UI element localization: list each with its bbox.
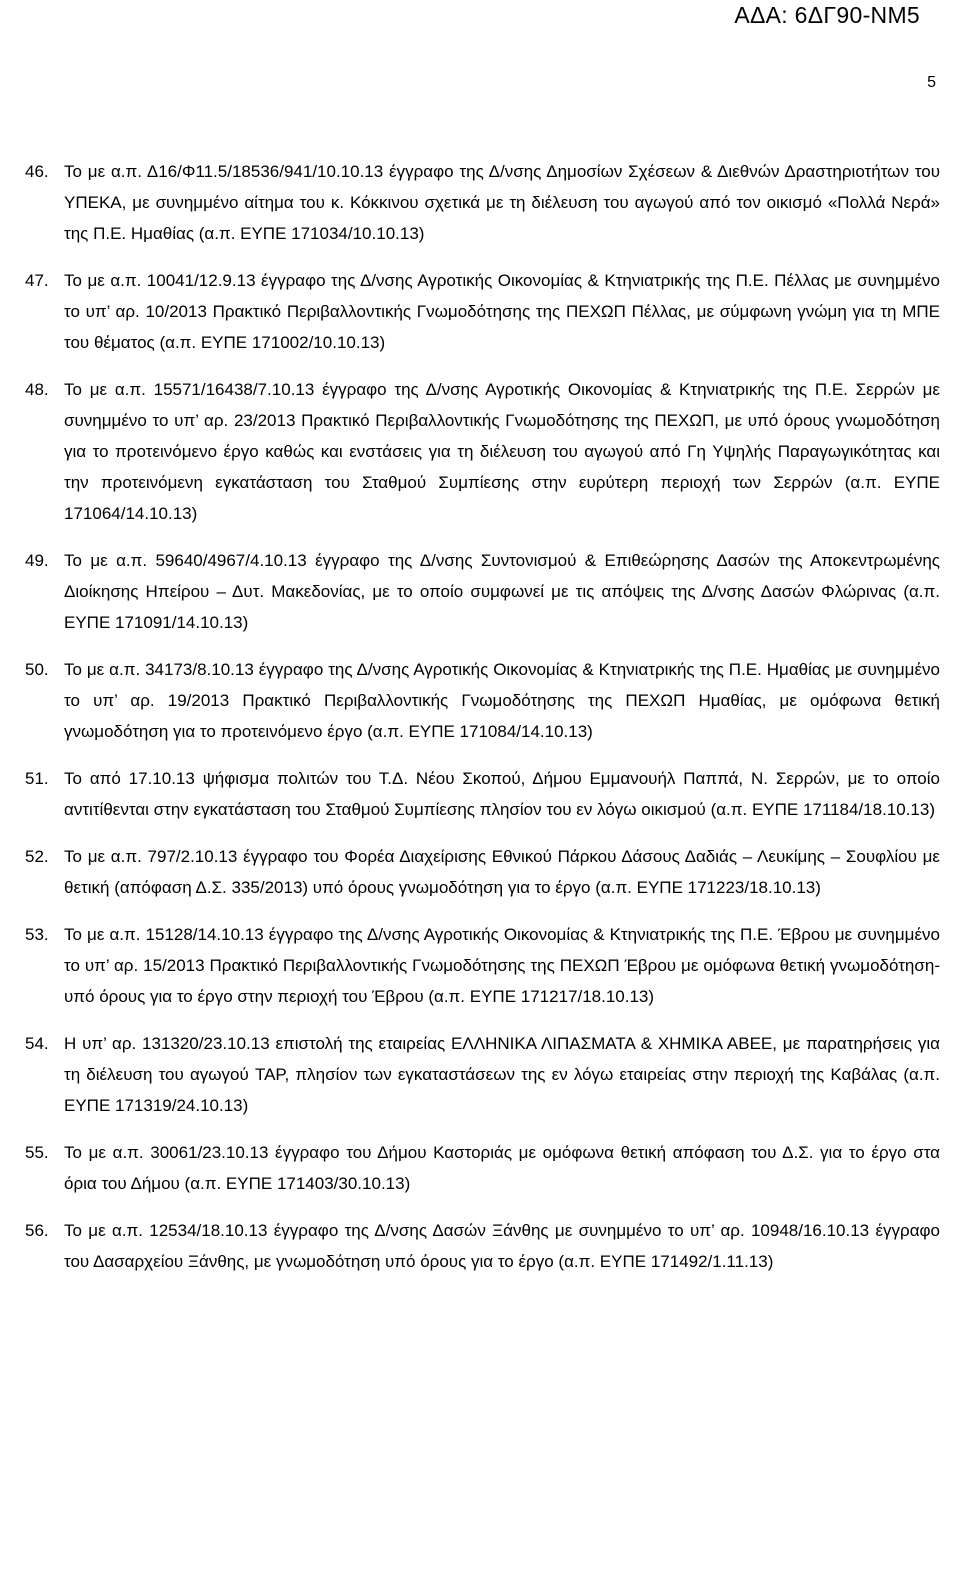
item-number: 52.	[25, 847, 49, 866]
item-number: 49.	[25, 551, 49, 570]
list-item	[0, 545, 960, 638]
list-item	[0, 919, 960, 1012]
list-item	[0, 654, 960, 747]
list-item	[0, 374, 960, 529]
item-text: Το με α.π. 59640/4967/4.10.13 έγγραφο της Δ/νσης Συντονισμού & Επιθεώρησης Δασών της Αποκεντρωμένης Διοίκησης Ηπείρου – Δυτ. Μακεδονίας, με το οποίο συμφωνεί με τις απόψεις της Δ/νσης Δασών Φλώρινας (α.π. ΕΥΠΕ 171091/14.10.13)	[64, 551, 940, 632]
page-number: 5	[927, 74, 936, 91]
item-number: 46.	[25, 162, 49, 181]
list-item	[0, 156, 960, 249]
item-text: Το με α.π. Δ16/Φ11.5/18536/941/10.10.13 έγγραφο της Δ/νσης Δημοσίων Σχέσεων & Διεθνών Δραστηριοτήτων του ΥΠΕΚΑ, με συνημμένο αίτημα του κ. Κόκκινου σχετικά με τη διέλευση του αγωγού από τον οικισμό «Πολλά Νερά» της Π.Ε. Ημαθίας (α.π. ΕΥΠΕ 171034/10.10.13)	[64, 162, 940, 243]
list-item	[0, 265, 960, 358]
item-number: 48.	[25, 380, 49, 399]
item-text: Το με α.π. 34173/8.10.13 έγγραφο της Δ/νσης Αγροτικής Οικονομίας & Κτηνιατρικής της Π.Ε. Ημαθίας με συνημμένο το υπ’ αρ. 19/2013 Πρακτικό Περιβαλλοντικής Γνωμοδότησης της ΠΕΧΩΠ Ημαθίας, με ομόφωνα θετική γνωμοδότηση για το προτεινόμενο έργο (α.π. ΕΥΠΕ 171084/14.10.13)	[64, 660, 940, 741]
item-text: Το με α.π. 12534/18.10.13 έγγραφο της Δ/νσης Δασών Ξάνθης με συνημμένο το υπ’ αρ. 10948/16.10.13 έγγραφο του Δασαρχείου Ξάνθης, με γνωμοδότηση υπό όρους για το έργο (α.π. ΕΥΠΕ 171492/1.11.13)	[64, 1221, 940, 1271]
item-text: Το με α.π. 15128/14.10.13 έγγραφο της Δ/νσης Αγροτικής Οικονομίας & Κτηνιατρικής της Π.Ε. Έβρου με συνημμένο το υπ’ αρ. 15/2013 Πρακτικό Περιβαλλοντικής Γνωμοδότησης της ΠΕΧΩΠ Έβρου με ομόφωνα θετική γνωμοδότηση-υπό όρους για το έργο στην περιοχή του Έβρου (α.π. ΕΥΠΕ 171217/18.10.13)	[64, 925, 940, 1006]
item-text: Το με α.π. 10041/12.9.13 έγγραφο της Δ/νσης Αγροτικής Οικονομίας & Κτηνιατρικής της Π.Ε. Πέλλας με συνημμένο το υπ’ αρ. 10/2013 Πρακτικό Περιβαλλοντικής Γνωμοδότησης της ΠΕΧΩΠ Πέλλας, με σύμφωνη γνώμη για τη ΜΠΕ του θέματος (α.π. ΕΥΠΕ 171002/10.10.13)	[64, 271, 940, 352]
document-list	[0, 156, 960, 1293]
item-number: 53.	[25, 925, 49, 944]
list-item	[0, 1215, 960, 1277]
item-text: Το με α.π. 15571/16438/7.10.13 έγγραφο της Δ/νσης Αγροτικής Οικονομίας & Κτηνιατρικής της Π.Ε. Σερρών με συνημμένο το υπ’ αρ. 23/2013 Πρακτικό Περιβαλλοντικής Γνωμοδότησης της ΠΕΧΩΠ, με υπό όρους γνωμοδότηση για το προτεινόμενο έργο καθώς και ενστάσεις για τη διέλευση του αγωγού από Γη Υψηλής Παραγωγικότητας και την προτεινόμενη εγκατάσταση του Σταθμού Συμπίεσης στην ευρύτερη περιοχή των Σερρών (α.π. ΕΥΠΕ 171064/14.10.13)	[64, 380, 940, 523]
item-text: Το από 17.10.13 ψήφισμα πολιτών του Τ.Δ. Νέου Σκοπού, Δήμου Εμμανουήλ Παππά, Ν. Σερρών, με το οποίο αντιτίθενται στην εγκατάσταση του Σταθμού Συμπίεσης πλησίον του εν λόγω οικισμού (α.π. ΕΥΠΕ 171184/18.10.13)	[64, 769, 940, 819]
list-item	[0, 763, 960, 825]
list-item	[0, 841, 960, 903]
item-number: 50.	[25, 660, 49, 679]
ada-header: ΑΔΑ: 6ΔΓ90-ΝΜ5	[734, 2, 920, 28]
item-number: 54.	[25, 1034, 49, 1053]
item-number: 56.	[25, 1221, 49, 1240]
item-text: Το με α.π. 797/2.10.13 έγγραφο του Φορέα Διαχείρισης Εθνικού Πάρκου Δάσους Δαδιάς – Λευκίμης – Σουφλίου με θετική (απόφαση Δ.Σ. 335/2013) υπό όρους γνωμοδότηση για το έργο (α.π. ΕΥΠΕ 171223/18.10.13)	[64, 847, 940, 897]
item-number: 55.	[25, 1143, 49, 1162]
list-item	[0, 1028, 960, 1121]
list-item	[0, 1137, 960, 1199]
item-text: Η υπ’ αρ. 131320/23.10.13 επιστολή της εταιρείας ΕΛΛΗΝΙΚΑ ΛΙΠΑΣΜΑΤΑ & ΧΗΜΙΚΑ ΑΒΕΕ, με παρατηρήσεις για τη διέλευση του αγωγού TAP, πλησίον των εγκαταστάσεων της εν λόγω εταιρείας στην περιοχή της Καβάλας (α.π. ΕΥΠΕ 171319/24.10.13)	[64, 1034, 940, 1115]
item-text: Το με α.π. 30061/23.10.13 έγγραφο του Δήμου Καστοριάς με ομόφωνα θετική απόφαση του Δ.Σ. για το έργο στα όρια του Δήμου (α.π. ΕΥΠΕ 171403/30.10.13)	[64, 1143, 940, 1193]
item-number: 47.	[25, 271, 49, 290]
item-number: 51.	[25, 769, 49, 788]
